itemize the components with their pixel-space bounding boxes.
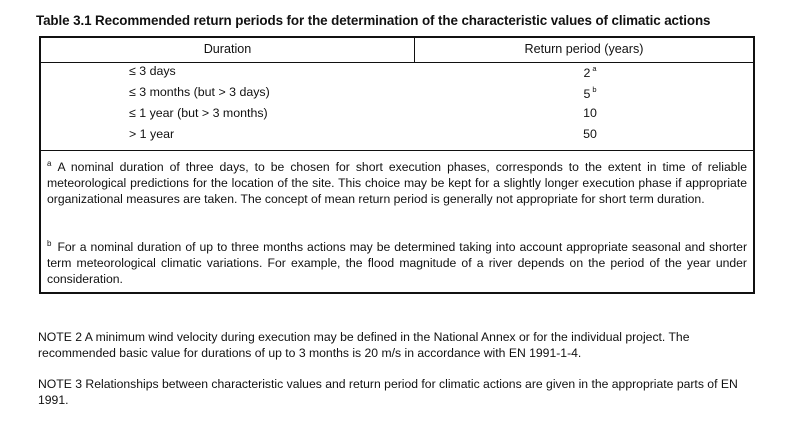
table-row xyxy=(41,125,753,146)
return-period-value: 50 xyxy=(583,127,597,141)
duration-cell: ≤ 3 days xyxy=(129,64,176,78)
footnote-ref: b xyxy=(592,85,597,94)
duration-header: Duration xyxy=(203,42,252,56)
table-row xyxy=(41,104,753,125)
footnote-b xyxy=(47,236,747,287)
note-2: NOTE 2 A minimum wind velocity during execution may be defined in the National Annex or for the individual project. The recommended basic value for durations of up to 3 months is 20 m/s in accordance with EN 1991-1-4. xyxy=(38,330,690,360)
table-header xyxy=(41,38,753,63)
return-period-cell xyxy=(421,64,759,80)
duration-cell: ≤ 3 months (but > 3 days) xyxy=(129,85,270,99)
return-period-header: Return period (years) xyxy=(524,42,644,56)
return-period-cell xyxy=(421,127,759,141)
footnote-marker: b xyxy=(47,239,52,248)
return-period-cell xyxy=(421,106,759,120)
table-row xyxy=(41,83,753,104)
footnote-marker: a xyxy=(47,159,52,168)
duration-cell: > 1 year xyxy=(129,127,175,141)
return-period-value: 5 xyxy=(583,87,591,101)
table-row xyxy=(41,62,753,83)
return-period-value: 2 xyxy=(583,66,591,80)
footnote-ref: a xyxy=(592,64,597,73)
return-period-cell xyxy=(421,85,759,101)
table-caption: Table 3.1 Recommended return periods for the determination of the characteristic values of climatic actions xyxy=(36,13,711,28)
duration-cell: ≤ 1 year (but > 3 months) xyxy=(129,106,268,120)
footnote-text: For a nominal duration of up to three months actions may be determined taking into account appropriate seasonal and shorter term meteorological climatic variations. For example, the flood magnitude of a river depends on the period of the year under consideration. xyxy=(47,240,747,286)
table-body xyxy=(41,62,753,151)
footnote-a xyxy=(47,156,747,207)
footnote-text: A nominal duration of three days, to be chosen for short execution phases, corresponds to the extent in time of reliable meteorological predictions for the location of the site. This choice may be kept for a slightly longer execution phase if appropriate organizational measures are taken. The concept of mean return period is generally not appropriate for short term duration. xyxy=(47,160,747,206)
return-period-value: 10 xyxy=(583,106,597,120)
return-period-table xyxy=(39,36,755,294)
note-3: NOTE 3 Relationships between characteristic values and return period for climatic actions are given in the appropriate parts of EN 1991. xyxy=(38,377,738,407)
